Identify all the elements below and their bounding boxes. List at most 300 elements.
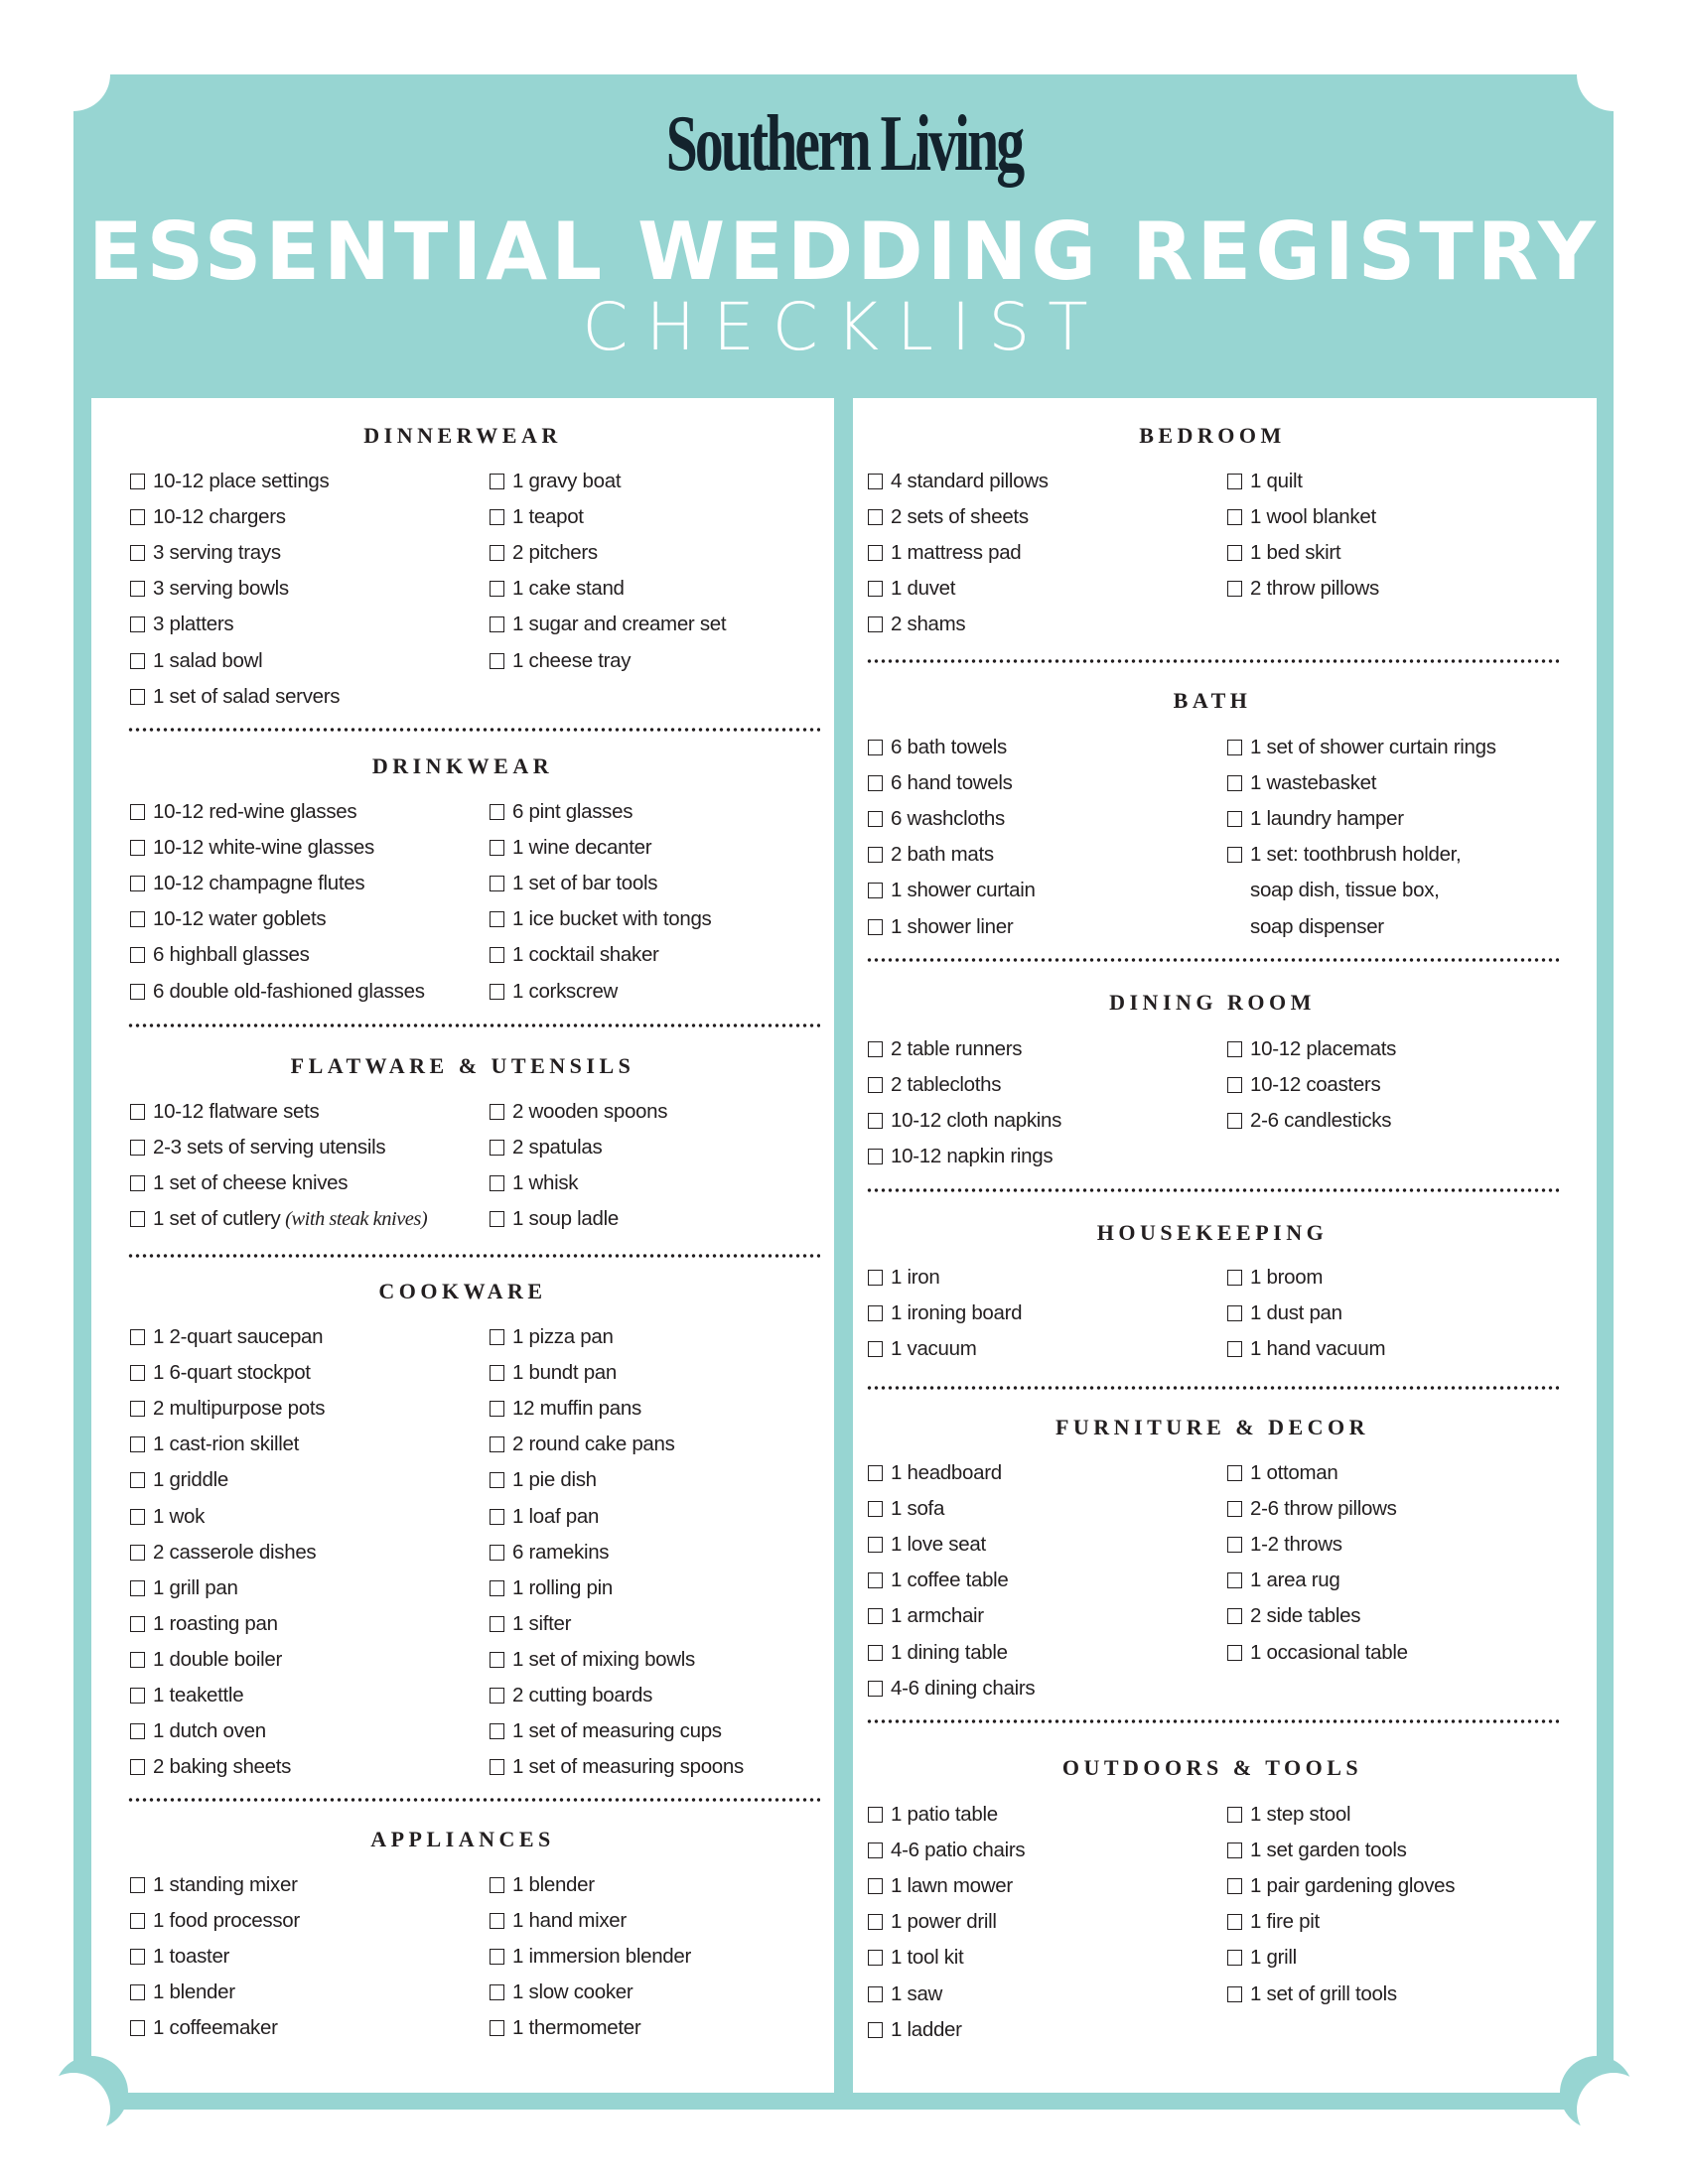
- checklist-item[interactable]: [1227, 1639, 1408, 1667]
- checkbox[interactable]: [868, 1645, 883, 1661]
- checkbox[interactable]: [1227, 581, 1242, 597]
- item-label: 12 muffin pans: [512, 1397, 641, 1421]
- checkbox[interactable]: [130, 1913, 145, 1929]
- checklist-item[interactable]: [130, 1682, 243, 1709]
- checkbox[interactable]: [868, 509, 883, 525]
- checklist-item[interactable]: [1227, 1908, 1320, 1936]
- checklist-item[interactable]: [130, 1907, 300, 1935]
- checkbox[interactable]: [490, 1759, 504, 1775]
- checkbox[interactable]: [130, 616, 145, 632]
- item-label: 1 set garden tools: [1250, 1839, 1407, 1862]
- checkbox[interactable]: [1227, 1807, 1242, 1823]
- item-label: 1 patio table: [891, 1803, 998, 1826]
- checklist-item[interactable]: [130, 1574, 238, 1602]
- checkbox[interactable]: [130, 1175, 145, 1191]
- checkbox[interactable]: [868, 1986, 883, 2002]
- checklist-item[interactable]: [490, 905, 712, 933]
- checklist-item[interactable]: [130, 1610, 278, 1638]
- checklist-item[interactable]: [130, 1503, 205, 1531]
- checkbox[interactable]: [1227, 1878, 1242, 1894]
- checkbox[interactable]: [868, 919, 883, 935]
- checklist-item[interactable]: [1227, 841, 1461, 869]
- checklist-item[interactable]: [1227, 1459, 1337, 1487]
- checklist-item[interactable]: [1227, 1335, 1385, 1363]
- checklist-item[interactable]: [130, 870, 364, 897]
- checkbox[interactable]: [1227, 509, 1242, 525]
- checkbox[interactable]: [868, 1914, 883, 1930]
- checklist-item[interactable]: [868, 1675, 1035, 1703]
- checkbox[interactable]: [1227, 1608, 1242, 1624]
- checkbox[interactable]: [130, 1580, 145, 1596]
- checklist-item[interactable]: [1227, 1872, 1455, 1900]
- checkbox[interactable]: [130, 840, 145, 856]
- checkbox[interactable]: [868, 1041, 883, 1057]
- checkbox[interactable]: [490, 1688, 504, 1704]
- checkbox[interactable]: [490, 1723, 504, 1739]
- checkbox[interactable]: [1227, 1270, 1242, 1286]
- checklist-item[interactable]: [868, 1531, 986, 1559]
- checkbox[interactable]: [490, 1580, 504, 1596]
- checklist-item[interactable]: [130, 1871, 298, 1899]
- checklist-item[interactable]: [130, 1979, 235, 2006]
- checkbox[interactable]: [868, 616, 883, 632]
- checklist-item[interactable]: [130, 1359, 311, 1387]
- checklist-item[interactable]: [1227, 468, 1303, 495]
- checklist-item[interactable]: [490, 1503, 599, 1531]
- checklist-item[interactable]: [490, 1431, 675, 1458]
- checkbox[interactable]: [130, 1984, 145, 2000]
- checkbox[interactable]: [130, 804, 145, 820]
- checkbox[interactable]: [130, 1652, 145, 1668]
- item-label: 1 dust pan: [1250, 1301, 1342, 1325]
- checklist-item[interactable]: [130, 503, 286, 531]
- checkbox[interactable]: [868, 545, 883, 561]
- checklist-item[interactable]: [490, 1323, 614, 1351]
- checklist-item[interactable]: [1227, 1299, 1342, 1327]
- checklist-item[interactable]: [1227, 1567, 1339, 1594]
- checkbox[interactable]: [490, 1913, 504, 1929]
- item-label: 1 set of cutlery: [153, 1207, 281, 1231]
- checklist-item[interactable]: [490, 1395, 641, 1423]
- checkbox[interactable]: [868, 2022, 883, 2038]
- checklist-item[interactable]: [868, 1071, 1001, 1099]
- checkbox[interactable]: [130, 474, 145, 489]
- checklist-item[interactable]: [490, 1466, 597, 1494]
- checklist-item[interactable]: [490, 1979, 633, 2006]
- checkbox[interactable]: [868, 811, 883, 827]
- checkbox[interactable]: [490, 1329, 504, 1345]
- item-label: 1 sofa: [891, 1497, 945, 1521]
- checkbox[interactable]: [130, 689, 145, 705]
- checklist-item[interactable]: [868, 611, 965, 638]
- checkbox[interactable]: [868, 1113, 883, 1129]
- item-label: 1 teapot: [512, 505, 584, 529]
- checklist-item[interactable]: [130, 647, 262, 675]
- checklist-item[interactable]: [868, 769, 1013, 797]
- checklist-item[interactable]: [490, 647, 631, 675]
- checklist-item[interactable]: [130, 683, 340, 711]
- checkbox[interactable]: [1227, 847, 1242, 863]
- checklist-item[interactable]: [490, 1098, 667, 1126]
- checkbox[interactable]: [130, 1877, 145, 1893]
- checklist-item[interactable]: [868, 1107, 1061, 1135]
- checkbox[interactable]: [1227, 775, 1242, 791]
- checkbox[interactable]: [130, 1723, 145, 1739]
- item-label: 1 2-quart saucepan: [153, 1325, 324, 1348]
- checklist-item[interactable]: [490, 1539, 609, 1567]
- checklist-item[interactable]: [490, 798, 633, 826]
- checkbox[interactable]: [130, 1365, 145, 1381]
- checkbox[interactable]: [868, 1501, 883, 1517]
- checkbox[interactable]: [130, 1329, 145, 1345]
- checkbox[interactable]: [1227, 1572, 1242, 1588]
- checklist-item[interactable]: [490, 503, 584, 531]
- checklist-item[interactable]: [490, 1907, 627, 1935]
- checkbox[interactable]: [1227, 1341, 1242, 1357]
- checklist-item[interactable]: [490, 1753, 744, 1781]
- checkbox[interactable]: [130, 947, 145, 963]
- checkbox[interactable]: [1227, 1645, 1242, 1661]
- item-label: 10-12 water goblets: [153, 907, 327, 931]
- checkbox[interactable]: [868, 474, 883, 489]
- item-label: 1 slow cooker: [512, 1980, 633, 2004]
- checkbox[interactable]: [490, 804, 504, 820]
- item-label: 1 grill pan: [153, 1575, 238, 1599]
- checklist-item[interactable]: [1227, 1071, 1380, 1099]
- item-label: 1 wool blanket: [1250, 505, 1376, 529]
- checkbox[interactable]: [868, 740, 883, 755]
- checkbox[interactable]: [490, 1175, 504, 1191]
- checkbox[interactable]: [130, 1509, 145, 1525]
- checklist-item[interactable]: [130, 1431, 299, 1458]
- item-label: 1 power drill: [891, 1910, 997, 1934]
- checkbox[interactable]: [130, 1472, 145, 1488]
- checkbox[interactable]: [130, 581, 145, 597]
- checkbox[interactable]: [490, 653, 504, 669]
- checkbox[interactable]: [130, 911, 145, 927]
- checklist-item[interactable]: [490, 1134, 602, 1161]
- checklist-item[interactable]: [1227, 1837, 1407, 1864]
- checklist-item[interactable]: [868, 805, 1005, 833]
- checkbox[interactable]: [130, 653, 145, 669]
- checkbox[interactable]: [490, 545, 504, 561]
- checkbox[interactable]: [868, 581, 883, 597]
- checkbox[interactable]: [130, 1688, 145, 1704]
- checkbox[interactable]: [490, 1365, 504, 1381]
- checkbox[interactable]: [130, 1759, 145, 1775]
- checklist-item[interactable]: [490, 539, 598, 567]
- checkbox[interactable]: [868, 1608, 883, 1624]
- checkbox[interactable]: [130, 1140, 145, 1156]
- checkbox[interactable]: [130, 1616, 145, 1632]
- checkbox[interactable]: [490, 1104, 504, 1120]
- checklist-item[interactable]: [490, 575, 625, 603]
- section-heading-furniture-decor: FURNITURE & DECOR: [1055, 1415, 1370, 1439]
- checkbox[interactable]: [868, 1149, 883, 1164]
- checkbox[interactable]: [490, 1949, 504, 1965]
- item-label: 1 step stool: [1250, 1803, 1351, 1826]
- checkbox[interactable]: [868, 1681, 883, 1697]
- checkbox[interactable]: [490, 581, 504, 597]
- checklist-item[interactable]: [490, 1359, 617, 1387]
- checklist-item[interactable]: [130, 1466, 228, 1494]
- section-heading-housekeeping: HOUSEKEEPING: [1096, 1220, 1329, 1245]
- checklist-item[interactable]: [868, 841, 994, 869]
- checklist-item[interactable]: [130, 941, 310, 969]
- checkbox[interactable]: [490, 474, 504, 489]
- checklist-item[interactable]: [130, 834, 374, 862]
- checklist-item[interactable]: [1227, 734, 1496, 761]
- item-label: 1 double boiler: [153, 1647, 282, 1671]
- checkbox[interactable]: [1227, 1914, 1242, 1930]
- section-heading-flatware-utensils: FLATWARE & UTENSILS: [290, 1053, 635, 1078]
- checklist-item[interactable]: [130, 1753, 291, 1781]
- checklist-item[interactable]: [868, 1908, 997, 1936]
- checkbox[interactable]: [130, 509, 145, 525]
- checkbox[interactable]: [130, 1545, 145, 1561]
- checklist-item[interactable]: [490, 1646, 695, 1674]
- checklist-item[interactable]: [130, 1134, 385, 1161]
- item-label: 1 ice bucket with tongs: [512, 907, 712, 931]
- checklist-item[interactable]: [490, 1205, 619, 1233]
- checkbox[interactable]: [490, 1436, 504, 1452]
- checklist-item[interactable]: [868, 877, 1036, 904]
- checkbox[interactable]: [490, 1472, 504, 1488]
- item-label: 1 broom: [1250, 1266, 1324, 1289]
- item-label: 6 washcloths: [891, 807, 1005, 831]
- checkbox[interactable]: [130, 876, 145, 891]
- item-label: soap dish, tissue box,: [1250, 879, 1440, 902]
- checklist-item[interactable]: [490, 1610, 571, 1638]
- checkbox[interactable]: [490, 1211, 504, 1227]
- checkbox[interactable]: [490, 2020, 504, 2036]
- checklist-item[interactable]: [868, 1567, 1009, 1594]
- checkbox[interactable]: [868, 847, 883, 863]
- checkbox[interactable]: [1227, 1501, 1242, 1517]
- checklist-item[interactable]: [490, 2014, 640, 2042]
- checklist-item[interactable]: [1227, 769, 1376, 797]
- checklist-item[interactable]: [868, 2016, 962, 2044]
- checkbox[interactable]: [490, 911, 504, 927]
- item-label: 1 griddle: [153, 1468, 228, 1492]
- section-heading-bedroom: BEDROOM: [1139, 423, 1286, 448]
- checklist-item[interactable]: [130, 575, 289, 603]
- checkbox[interactable]: [1227, 1537, 1242, 1553]
- checklist-item[interactable]: [130, 539, 281, 567]
- checkbox[interactable]: [868, 1305, 883, 1321]
- checklist-item[interactable]: [130, 611, 233, 638]
- item-label: 1 toaster: [153, 1945, 230, 1969]
- checkbox[interactable]: [490, 1509, 504, 1525]
- checklist-item[interactable]: [868, 1944, 963, 1972]
- checkbox[interactable]: [130, 1436, 145, 1452]
- checklist-item[interactable]: [868, 913, 1013, 941]
- checkbox[interactable]: [1227, 1465, 1242, 1481]
- item-label: 10-12 place settings: [153, 470, 330, 492]
- checklist-item[interactable]: [490, 468, 621, 495]
- checkbox[interactable]: [490, 1877, 504, 1893]
- checklist-item[interactable]: [1227, 1980, 1397, 2008]
- item-label: 1 soup ladle: [512, 1207, 619, 1231]
- checklist-item[interactable]: [490, 978, 618, 1006]
- checklist-item[interactable]: [130, 1205, 427, 1233]
- checklist-item[interactable]: [868, 1143, 1053, 1170]
- item-label: 4 standard pillows: [891, 470, 1049, 492]
- checkbox[interactable]: [130, 1211, 145, 1227]
- checklist-item[interactable]: [490, 611, 726, 638]
- checklist-item[interactable]: [490, 834, 651, 862]
- checklist-item[interactable]: [868, 503, 1029, 531]
- checkbox[interactable]: [1227, 1950, 1242, 1966]
- checklist-item[interactable]: [490, 1717, 722, 1745]
- item-label: 10-12 napkin rings: [891, 1145, 1054, 1168]
- checkbox[interactable]: [130, 1949, 145, 1965]
- checkbox[interactable]: [1227, 1843, 1242, 1858]
- checklist-item[interactable]: [1227, 1801, 1350, 1829]
- checklist-item[interactable]: [130, 1169, 348, 1197]
- checkbox[interactable]: [490, 1652, 504, 1668]
- item-label: 1 blender: [153, 1980, 235, 2004]
- checklist-item[interactable]: [490, 1682, 652, 1709]
- item-label: 1 cheese tray: [512, 648, 632, 672]
- checklist-item[interactable]: [868, 1602, 984, 1630]
- item-label: 1 grill: [1250, 1946, 1297, 1970]
- checklist-item[interactable]: [490, 1871, 595, 1899]
- item-label: 3 serving trays: [153, 541, 281, 565]
- checklist-item[interactable]: [130, 905, 326, 933]
- item-label: 4-6 patio chairs: [891, 1839, 1026, 1862]
- checklist-item[interactable]: [1227, 503, 1376, 531]
- checkbox[interactable]: [1227, 811, 1242, 827]
- checklist-item[interactable]: [130, 468, 329, 495]
- checklist-item[interactable]: [490, 870, 657, 897]
- checklist-item[interactable]: [130, 1646, 282, 1674]
- checklist-item[interactable]: [868, 539, 1021, 567]
- checklist-item[interactable]: [868, 1035, 1022, 1063]
- checklist-item[interactable]: [1227, 1035, 1396, 1063]
- item-label: 1 cocktail shaker: [512, 943, 659, 967]
- checklist-item[interactable]: [130, 1098, 320, 1126]
- checkbox[interactable]: [490, 984, 504, 1000]
- checkbox[interactable]: [1227, 740, 1242, 755]
- item-label: 1 gravy boat: [512, 470, 622, 492]
- item-label: 1 saw: [891, 1981, 943, 2005]
- checklist-item[interactable]: [868, 1299, 1022, 1327]
- checkbox[interactable]: [130, 2020, 145, 2036]
- checkbox[interactable]: [1227, 1113, 1242, 1129]
- checklist-item[interactable]: [1227, 805, 1404, 833]
- checkbox[interactable]: [130, 545, 145, 561]
- checkbox[interactable]: [1227, 1986, 1242, 2002]
- checkbox[interactable]: [490, 1545, 504, 1561]
- checklist-item[interactable]: [130, 798, 356, 826]
- checkbox[interactable]: [868, 883, 883, 898]
- checklist-item[interactable]: [130, 1323, 323, 1351]
- checklist-item[interactable]: [868, 468, 1049, 495]
- checklist-item[interactable]: [1227, 1531, 1342, 1559]
- checkbox[interactable]: [490, 876, 504, 891]
- checklist-item[interactable]: [130, 978, 425, 1006]
- checkbox[interactable]: [868, 1537, 883, 1553]
- item-label: 2 tablecloths: [891, 1073, 1002, 1097]
- checklist-item[interactable]: [1227, 1944, 1297, 1972]
- checklist-item[interactable]: [490, 1574, 613, 1602]
- checklist-item[interactable]: [868, 575, 955, 603]
- checklist-item[interactable]: [868, 1264, 939, 1292]
- checkbox[interactable]: [1227, 1305, 1242, 1321]
- checklist-item[interactable]: [130, 1943, 229, 1971]
- checklist-item[interactable]: [1227, 539, 1340, 567]
- checkbox[interactable]: [868, 1807, 883, 1823]
- checklist-item[interactable]: [868, 1459, 1002, 1487]
- checklist-item[interactable]: [868, 1801, 998, 1829]
- item-label: 6 hand towels: [891, 771, 1013, 795]
- checklist-item[interactable]: [1227, 1107, 1391, 1135]
- checklist-item[interactable]: [868, 1837, 1025, 1864]
- checklist-item[interactable]: [868, 1980, 942, 2008]
- checkbox[interactable]: [868, 1270, 883, 1286]
- checkbox[interactable]: [868, 1843, 883, 1858]
- checklist-item[interactable]: [1227, 575, 1379, 603]
- checkbox[interactable]: [1227, 1041, 1242, 1057]
- checklist-item[interactable]: [868, 1872, 1013, 1900]
- checkbox[interactable]: [868, 1950, 883, 1966]
- checkbox[interactable]: [130, 984, 145, 1000]
- checklist-item[interactable]: [130, 1717, 266, 1745]
- checklist-item[interactable]: [490, 941, 659, 969]
- checkbox[interactable]: [1227, 545, 1242, 561]
- checklist-item[interactable]: [130, 2014, 278, 2042]
- checkbox[interactable]: [130, 1104, 145, 1120]
- checklist-item[interactable]: [1227, 1264, 1323, 1292]
- checkbox[interactable]: [490, 1984, 504, 2000]
- checklist-item[interactable]: [490, 1943, 691, 1971]
- checklist-item[interactable]: [130, 1539, 316, 1567]
- item-label: 1 love seat: [891, 1533, 986, 1557]
- checkbox[interactable]: [490, 1140, 504, 1156]
- checklist-item[interactable]: [490, 1169, 578, 1197]
- item-label: 2 throw pillows: [1250, 577, 1379, 601]
- checklist-item[interactable]: [868, 1495, 944, 1523]
- checkbox[interactable]: [1227, 474, 1242, 489]
- checkbox[interactable]: [1227, 1077, 1242, 1093]
- checkbox[interactable]: [868, 1878, 883, 1894]
- checkbox[interactable]: [868, 1572, 883, 1588]
- checkbox[interactable]: [130, 1401, 145, 1417]
- frame-corner-notch: [1577, 38, 1650, 111]
- checklist-item[interactable]: [130, 1395, 325, 1423]
- checkbox[interactable]: [490, 1401, 504, 1417]
- checkbox[interactable]: [490, 947, 504, 963]
- checkbox[interactable]: [490, 616, 504, 632]
- item-label: 2-3 sets of serving utensils: [153, 1136, 386, 1160]
- checkbox[interactable]: [868, 1077, 883, 1093]
- item-label: 1 set: toothbrush holder,: [1250, 843, 1462, 867]
- item-label: 1 fire pit: [1250, 1910, 1320, 1934]
- checklist-item[interactable]: [868, 1639, 1008, 1667]
- dotted-divider: [127, 728, 820, 732]
- checklist-item[interactable]: [868, 1335, 976, 1363]
- checkbox[interactable]: [490, 840, 504, 856]
- checklist-item[interactable]: [868, 734, 1007, 761]
- checklist-item[interactable]: [1227, 1602, 1360, 1630]
- checkbox[interactable]: [868, 1465, 883, 1481]
- checkbox[interactable]: [490, 1616, 504, 1632]
- checkbox[interactable]: [868, 1341, 883, 1357]
- checkbox[interactable]: [868, 775, 883, 791]
- checkbox[interactable]: [490, 509, 504, 525]
- checklist-item[interactable]: [1227, 1495, 1397, 1523]
